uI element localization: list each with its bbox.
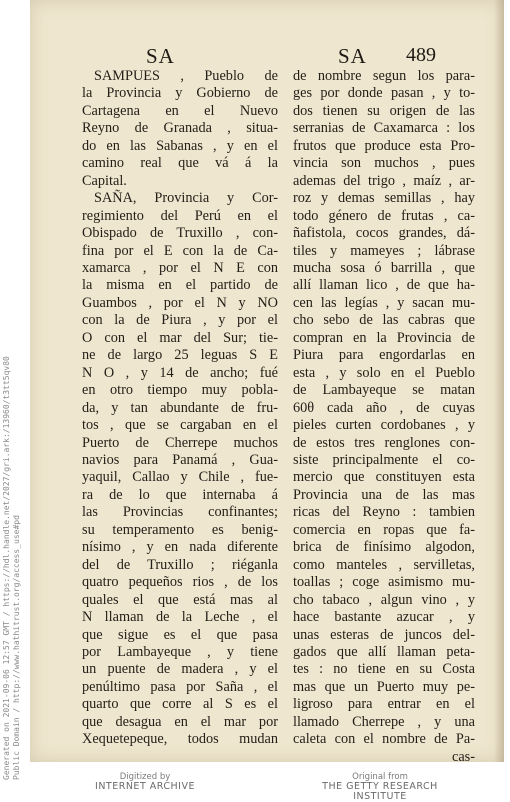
text-line: serranias de Caxamarca : los [293, 120, 475, 137]
getty-label: THE GETTY RESEARCH INSTITUTE [322, 781, 438, 802]
text-line: brica de finísimo algodon, [293, 539, 475, 556]
text-line: camino real que vá á la [82, 155, 278, 172]
text-line: siste principalmente el co- [293, 451, 475, 468]
catchword: cas- [451, 748, 475, 765]
book-page [30, 0, 504, 765]
text-line: tos , que se cargaban en el [82, 417, 278, 434]
text-line: regimiento del Perú en el [82, 207, 278, 224]
text-line: SAMPUES , Pueblo de [94, 68, 278, 84]
left-text-column [82, 68, 278, 749]
text-line: ges por donde pasan , y to- [293, 85, 475, 102]
text-line: navios para Panamá , Gua- [82, 451, 278, 468]
text-line: con la de Piura , y por el [82, 312, 278, 329]
text-line: Capital. [82, 172, 127, 189]
page-number: 489 [406, 44, 436, 66]
original-from-credit [300, 772, 460, 802]
text-line: cho sebo de las cabras que [293, 312, 475, 329]
text-line: compran en la Provincia de [293, 329, 475, 346]
text-line: vincia son muchos , pues [293, 155, 475, 172]
text-line: llamado Cherrepe , y una [293, 713, 475, 730]
text-line: toallas ; coge asimismo mu- [293, 574, 475, 591]
text-line: 60θ cada año , de cuyas [293, 399, 475, 416]
text-line: roz y demas semillas , hay [293, 190, 475, 207]
text-line: por Lambayeque , y tiene [82, 643, 278, 660]
text-line: que desagua en el mar por [82, 713, 278, 730]
text-line: allí llaman lico , de que ha- [293, 277, 475, 294]
text-line: quatro pequeños rios , de los [82, 574, 278, 591]
text-line: esta , y solo en el Pueblo [293, 364, 475, 381]
right-text-column [293, 68, 475, 766]
text-line: penúltimo pasa por Saña , el [82, 678, 278, 695]
text-line: todo género de frutas , ca- [293, 207, 475, 224]
text-line: fina por el E con la de Ca- [82, 242, 278, 259]
text-line: quales el que está mas al [82, 591, 278, 608]
text-line: ligroso para entrar en el [293, 696, 475, 713]
text-line: Piura para engordarlas en [293, 347, 475, 364]
public-domain-note: Public Domain / http://www.hathitrust.org/access_use#pd [12, 515, 21, 780]
text-line: unas esteras de juncos del- [293, 626, 475, 643]
digitized-by-credit [80, 772, 210, 792]
text-line: Guambos , por el N y NO [82, 294, 278, 311]
text-line: ñafistola, cocos grandes, dá- [293, 225, 475, 242]
text-line: Xequetepeque, todos mudan [82, 731, 278, 748]
text-line: Obispado de Truxillo , con- [82, 225, 278, 242]
running-head-left: SA [146, 44, 175, 68]
text-line: yaquil, Callao y Chile , fue- [82, 469, 278, 486]
text-line: tiles y mameyes ; lábrase [293, 242, 475, 259]
text-line: cho tabaco , algun vino , y [293, 591, 475, 608]
original-from-label: Original from [352, 772, 408, 782]
text-line: ricas del Reyno : tambien [293, 504, 475, 521]
text-line: dos tienen su origen de las [293, 102, 475, 119]
text-line: Reyno de Granada , situa- [82, 120, 278, 137]
text-line: do en las Sabanas , y en el [82, 137, 278, 154]
text-line: xamarca , por el N E con [82, 259, 278, 276]
side-watermark [0, 356, 30, 780]
text-line: mas que un Puerto muy pe- [293, 678, 475, 695]
text-line: de nombre segun los para- [293, 68, 475, 84]
text-line: O con el mar del Sur; tie- [82, 329, 278, 346]
text-line: pieles curten cordobanes , y [293, 417, 475, 434]
internet-archive-label: INTERNET ARCHIVE [95, 781, 195, 792]
text-line: la Provincia y Gobierno de [82, 85, 278, 102]
text-line: hace bastante azucar , y [293, 609, 475, 626]
text-line: caleta con el nombre de Pa- [293, 731, 475, 748]
text-line: gados que allí llaman peta- [293, 643, 475, 660]
text-line: las Provincias confinantes; [82, 504, 278, 521]
digitized-by-label: Digitized by [119, 772, 171, 782]
text-line: quarto que corre al S es el [82, 696, 278, 713]
text-line: da, y tan abundante de fru- [82, 399, 278, 416]
text-line: como manteles , servilletas, [293, 556, 475, 573]
text-line: comercia en ropas que fa- [293, 521, 475, 538]
text-line: frutos que produce esta Pro- [293, 137, 475, 154]
text-line: N llaman de la Leche , el [82, 609, 278, 626]
text-line: cen las legías , y sacan mu- [293, 294, 475, 311]
text-line: ne de largo 25 leguas S E [82, 347, 278, 364]
generated-note: Generated on 2021-09-06 12:57 GMT / https://hdl.handle.net/2027/gri.ark:/13960/t3tt5qv80 [2, 356, 11, 780]
text-line: Cartagena en el Nuevo [82, 102, 278, 119]
text-line: del de Truxillo ; riéganla [82, 556, 278, 573]
text-line: ra de lo que internaba á [82, 486, 278, 503]
text-line: Puerto de Cherrepe muchos [82, 434, 278, 451]
text-line: de Lambayeque se matan [293, 382, 475, 399]
text-line: en otro tiempo muy pobla- [82, 382, 278, 399]
text-line: la misma en el partido de [82, 277, 278, 294]
text-line: un puente de madera , y el [82, 661, 278, 678]
text-line: SAÑA, Provincia y Cor- [94, 190, 278, 207]
text-line: de estos tres renglones con- [293, 434, 475, 451]
text-line: tes : no tiene en su Costa [293, 661, 475, 678]
text-line: Provincia una de las mas [293, 486, 475, 503]
text-line: N O , y 14 de ancho; fué [82, 364, 278, 381]
text-line: mucha sosa ó barrilla , que [293, 259, 475, 276]
text-line: que sigue es el que pasa [82, 626, 278, 643]
text-line: su temperamento es benig- [82, 521, 278, 538]
text-line: mercio que constituyen esta [293, 469, 475, 486]
text-line: ademas del trigo , maíz , ar- [293, 172, 475, 189]
running-head-right: SA [338, 44, 367, 68]
text-line: nísimo , y en nada diferente [82, 539, 278, 556]
